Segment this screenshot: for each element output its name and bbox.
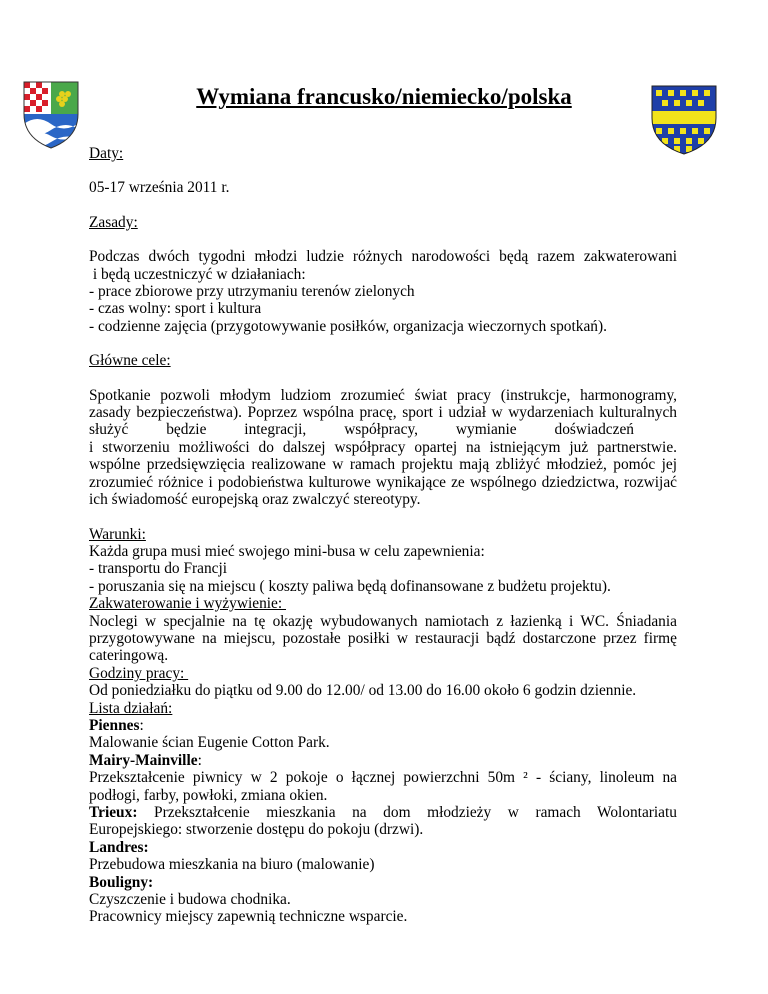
activity-trieux-line-2: Europejskiego: stworzenie dostępu do pokoju (drzwi). [89,821,424,839]
activity-landres-text: Przebudowa mieszkania na biuro (malowanie) [89,856,375,874]
accommodation-line-3: cateringową. [89,647,169,665]
activity-piennes-text: Malowanie ścian Eugenie Cotton Park. [89,734,330,752]
accommodation-heading: Zakwaterowanie i wyżywienie: [89,595,287,613]
activities-heading: Lista działań: [89,699,173,717]
page-title: Wymiana francusko/niemiecko/polska [196,84,572,109]
activity-landres [89,839,677,856]
hours-text: Od poniedziałku do piątku od 9.00 do 12.00/ od 13.00 do 16.00 około 6 godzin dziennie. [89,682,637,700]
closing-text: Pracownicy miejscy zapewnią techniczne wsparcie. [89,908,408,926]
activity-trieux-name: Trieux: [89,804,138,821]
goals-line-2: zasady bezpieczeństwa). Poprzez wspólna pracę, sport i udział w wydarzeniach kulturalnych [89,404,677,422]
goals-heading: Główne cele: [89,352,171,370]
activity-mairy-line-1: Przekształcenie piwnicy w 2 pokoje o łącznej powierzchni 50m ² - ściany, linoleum na [89,769,677,787]
accommodation-line-1: Noclegi w specjalnie na tę okazję wybudowanych namiotach z łazienką i WC. Śniadania [89,612,677,630]
activity-mairy-name: Mairy-Mainville [89,751,198,769]
goals-line-5: wspólne przedsięwzięcia realizowane w ramach projektu mają zbliżyć młodzież, pomóc jej [89,456,677,474]
document-body [89,145,677,926]
activity-trieux-line-1: Przekształcenie mieszkania na dom młodzieży w ramach Wolontariatu [137,804,677,821]
accommodation-line-2: przygotowywane na miejscu, pozostałe posiłki w restauracji bądź dostarczone przez firmę [89,629,677,647]
goals-line-3: służyć będzie integracji, współpracy, wymianie doświadczeń [89,421,634,439]
rules-heading: Zasady: [89,213,138,231]
activity-piennes-name: Piennes [89,716,140,734]
activity-trieux [89,804,677,821]
activity-mairy-line-2: podłogi, farby, powłoki, zmiana okien. [89,786,328,804]
dates-heading: Daty: [89,145,124,162]
activity-bouligny [89,874,677,891]
activity-landres-name: Landres: [89,838,149,856]
dates-text: 05-17 września 2011 r. [89,179,230,197]
activity-bouligny-name: Bouligny: [89,873,154,891]
activity-piennes-colon: : [139,716,144,734]
goals-line-1: Spotkanie pozwoli młodym ludziom zrozumieć świat pracy (instrukcje, harmonogramy, [89,386,677,404]
rules-line-4: - czas wolny: sport i kultura [89,300,262,318]
goals-line-6: zrozumieć różnice i podobieństwa kulturowe wynikające ze wspólnego dziedzictwa, rozwijać [89,473,677,491]
activity-bouligny-text: Czyszczenie i budowa chodnika. [89,891,291,909]
goals-line-4: i stworzeniu możliwości do dalszej współpracy opartej na istniejącym już partnerstwie. [89,438,677,456]
conditions-line-1: Każda grupa musi mieć swojego mini-busa w celu zapewnienia: [89,542,485,560]
activity-mairy [89,752,677,769]
conditions-heading: Warunki: [89,525,146,543]
conditions-line-3: - poruszania się na miejscu ( koszty paliwa będą dofinansowane z budżetu projektu). [89,577,611,595]
activity-piennes [89,717,677,734]
rules-line-5: - codzienne zajęcia (przygotowywanie posiłków, organizacja wieczornych spotkań). [89,317,607,335]
rules-line-3: - prace zbiorowe przy utrzymaniu terenów zielonych [89,283,415,301]
activity-mairy-colon: : [197,751,202,769]
hours-heading: Godziny pracy: [89,664,189,682]
conditions-line-2: - transportu do Francji [89,560,228,578]
rules-line-2: i będą uczestniczyć w działaniach: [89,265,306,283]
rules-line-1: Podczas dwóch tygodni młodzi ludzie różnych narodowości będą razem zakwaterowani [89,248,677,266]
goals-line-7: ich świadomość europejską oraz zwalczyć stereotypy. [89,491,421,509]
